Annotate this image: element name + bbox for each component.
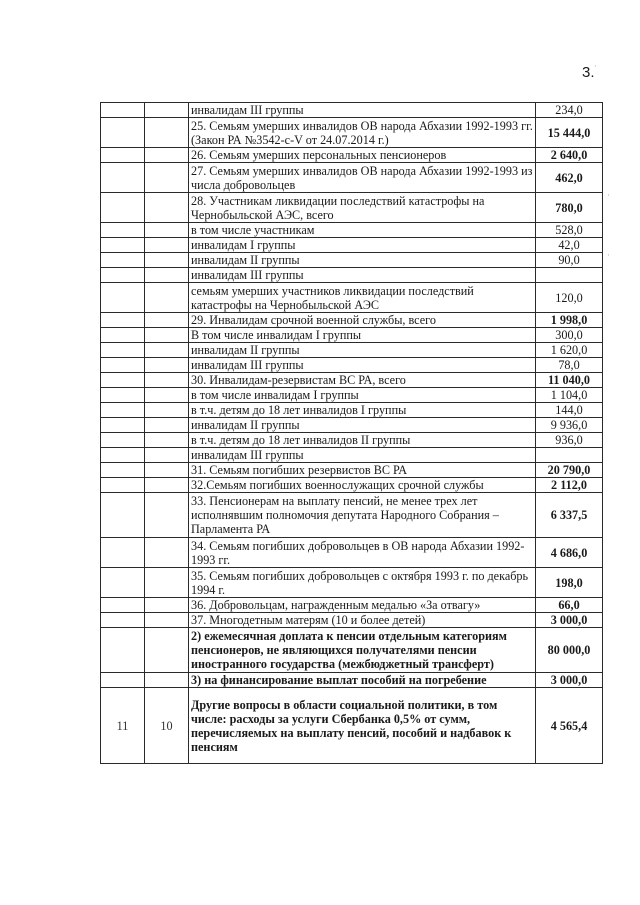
subsection-code-cell — [145, 388, 189, 403]
scan-speck: · — [607, 190, 610, 200]
section-code-cell — [101, 283, 145, 313]
item-label-cell: инвалидам I группы — [189, 238, 536, 253]
table-row — [101, 193, 603, 223]
subsection-code-cell — [145, 418, 189, 433]
item-label-cell: 3) на финансирование выплат пособий на погребение — [189, 673, 536, 688]
amount-cell — [536, 448, 603, 463]
table-row — [101, 688, 603, 764]
table-row — [101, 673, 603, 688]
section-code-cell — [101, 373, 145, 388]
table-row — [101, 268, 603, 283]
amount-cell: 15 444,0 — [536, 118, 603, 148]
amount-cell: 936,0 — [536, 433, 603, 448]
subsection-code-cell — [145, 103, 189, 118]
item-label-cell: 36. Добровольцам, награжденным медалью «За отвагу» — [189, 598, 536, 613]
section-code-cell — [101, 463, 145, 478]
subsection-code-cell — [145, 478, 189, 493]
amount-cell: 90,0 — [536, 253, 603, 268]
item-label-cell: 32.Семьям погибших военнослужащих срочной службы — [189, 478, 536, 493]
table-row — [101, 283, 603, 313]
table-row — [101, 148, 603, 163]
subsection-code-cell — [145, 343, 189, 358]
amount-cell: 4 565,4 — [536, 688, 603, 764]
item-label-cell: 2) ежемесячная доплата к пенсии отдельным категориям пенсионеров, не являющихся получателями пенсии иностранного государства (межбюджетный трансферт) — [189, 628, 536, 673]
subsection-code-cell — [145, 238, 189, 253]
page-number-text: 3. — [582, 64, 595, 81]
amount-cell: 80 000,0 — [536, 628, 603, 673]
item-label-cell: инвалидам III группы — [189, 448, 536, 463]
subsection-code-cell — [145, 328, 189, 343]
amount-cell: 3 000,0 — [536, 673, 603, 688]
subsection-code-cell — [145, 268, 189, 283]
amount-cell: 780,0 — [536, 193, 603, 223]
table-row — [101, 163, 603, 193]
subsection-code-cell — [145, 613, 189, 628]
subsection-code-cell — [145, 313, 189, 328]
table-row — [101, 538, 603, 568]
subsection-code-cell — [145, 223, 189, 238]
subsection-code-cell — [145, 463, 189, 478]
amount-cell: 2 640,0 — [536, 148, 603, 163]
item-label-cell: инвалидам III группы — [189, 358, 536, 373]
item-label-cell: 35. Семьям погибших добровольцев с октября 1993 г. по декабрь 1994 г. — [189, 568, 536, 598]
section-code-cell — [101, 253, 145, 268]
amount-cell: 20 790,0 — [536, 463, 603, 478]
section-code-cell — [101, 433, 145, 448]
subsection-code-cell — [145, 538, 189, 568]
subsection-code-cell — [145, 628, 189, 673]
amount-cell: 1 998,0 — [536, 313, 603, 328]
item-label-cell: 26. Семьям умерших персональных пенсионеров — [189, 148, 536, 163]
table-row — [101, 463, 603, 478]
table-row — [101, 253, 603, 268]
table-row — [101, 238, 603, 253]
subsection-code-cell — [145, 448, 189, 463]
table-row — [101, 628, 603, 673]
amount-cell: 234,0 — [536, 103, 603, 118]
table-row — [101, 313, 603, 328]
table-row — [101, 493, 603, 538]
amount-cell: 144,0 — [536, 403, 603, 418]
subsection-code-cell — [145, 253, 189, 268]
subsection-code-cell — [145, 493, 189, 538]
subsection-code-cell — [145, 568, 189, 598]
amount-cell: 78,0 — [536, 358, 603, 373]
subsection-code-cell — [145, 163, 189, 193]
table-row — [101, 103, 603, 118]
amount-cell: 198,0 — [536, 568, 603, 598]
table-row — [101, 403, 603, 418]
item-label-cell: инвалидам II группы — [189, 253, 536, 268]
item-label-cell: инвалидам II группы — [189, 418, 536, 433]
amount-cell: 4 686,0 — [536, 538, 603, 568]
table-row — [101, 358, 603, 373]
table-row — [101, 118, 603, 148]
subsection-code-cell — [145, 193, 189, 223]
table-row — [101, 388, 603, 403]
table-row — [101, 478, 603, 493]
item-label-cell: 29. Инвалидам срочной военной службы, всего — [189, 313, 536, 328]
item-label-cell: в т.ч. детям до 18 лет инвалидов I группы — [189, 403, 536, 418]
budget-table-body — [101, 103, 603, 764]
amount-cell: 300,0 — [536, 328, 603, 343]
table-row — [101, 343, 603, 358]
section-code-cell: 11 — [101, 688, 145, 764]
table-row — [101, 418, 603, 433]
table-row — [101, 328, 603, 343]
amount-cell: 6 337,5 — [536, 493, 603, 538]
section-code-cell — [101, 478, 145, 493]
subsection-code-cell — [145, 598, 189, 613]
table-row — [101, 598, 603, 613]
subsection-code-cell — [145, 283, 189, 313]
subsection-code-cell — [145, 358, 189, 373]
section-code-cell — [101, 103, 145, 118]
section-code-cell — [101, 673, 145, 688]
amount-cell: 528,0 — [536, 223, 603, 238]
section-code-cell — [101, 223, 145, 238]
item-label-cell: в том числе участникам — [189, 223, 536, 238]
item-label-cell: 34. Семьям погибших добровольцев в ОВ народа Абхазии 1992-1993 гг. — [189, 538, 536, 568]
item-label-cell: 31. Семьям погибших резервистов ВС РА — [189, 463, 536, 478]
subsection-code-cell: 10 — [145, 688, 189, 764]
section-code-cell — [101, 313, 145, 328]
subsection-code-cell — [145, 373, 189, 388]
budget-table — [100, 102, 603, 764]
item-label-cell: в т.ч. детям до 18 лет инвалидов II группы — [189, 433, 536, 448]
item-label-cell: Другие вопросы в области социальной политики, в том числе: расходы за услуги Сбербанка 0,5% от сумм, перечисляемых на выплату пенсий, пособий и надбавок к пенсиям — [189, 688, 536, 764]
section-code-cell — [101, 598, 145, 613]
item-label-cell: в том числе инвалидам I группы — [189, 388, 536, 403]
item-label-cell: 25. Семьям умерших инвалидов ОВ народа Абхазии 1992-1993 гг. (Закон РА №3542-с-V от 24.07.2014 г.) — [189, 118, 536, 148]
item-label-cell: 33. Пенсионерам на выплату пенсий, не менее трех лет исполнявшим полномочия депутата Народного Собрания – Парламента РА — [189, 493, 536, 538]
section-code-cell — [101, 448, 145, 463]
section-code-cell — [101, 493, 145, 538]
item-label-cell: 28. Участникам ликвидации последствий катастрофы на Чернобыльской АЭС, всего — [189, 193, 536, 223]
amount-cell: 3 000,0 — [536, 613, 603, 628]
item-label-cell: В том числе инвалидам I группы — [189, 328, 536, 343]
amount-cell: 1 104,0 — [536, 388, 603, 403]
subsection-code-cell — [145, 673, 189, 688]
section-code-cell — [101, 568, 145, 598]
amount-cell: 462,0 — [536, 163, 603, 193]
amount-cell: 1 620,0 — [536, 343, 603, 358]
scan-speck: · — [607, 250, 610, 260]
amount-cell: 11 040,0 — [536, 373, 603, 388]
section-code-cell — [101, 193, 145, 223]
table-row — [101, 223, 603, 238]
item-label-cell: 37. Многодетным матерям (10 и более детей) — [189, 613, 536, 628]
section-code-cell — [101, 268, 145, 283]
section-code-cell — [101, 238, 145, 253]
amount-cell — [536, 268, 603, 283]
item-label-cell: инвалидам III группы — [189, 103, 536, 118]
scan-mark: ′ — [594, 64, 597, 73]
page-number — [582, 64, 596, 81]
item-label-cell: инвалидам II группы — [189, 343, 536, 358]
item-label-cell: 27. Семьям умерших инвалидов ОВ народа Абхазии 1992-1993 из числа добровольцев — [189, 163, 536, 193]
amount-cell: 2 112,0 — [536, 478, 603, 493]
subsection-code-cell — [145, 403, 189, 418]
amount-cell: 66,0 — [536, 598, 603, 613]
section-code-cell — [101, 628, 145, 673]
item-label-cell: инвалидам III группы — [189, 268, 536, 283]
item-label-cell: семьям умерших участников ликвидации последствий катастрофы на Чернобыльской АЭС — [189, 283, 536, 313]
table-row — [101, 613, 603, 628]
subsection-code-cell — [145, 433, 189, 448]
table-row — [101, 568, 603, 598]
section-code-cell — [101, 118, 145, 148]
section-code-cell — [101, 418, 145, 433]
subsection-code-cell — [145, 148, 189, 163]
amount-cell: 120,0 — [536, 283, 603, 313]
amount-cell: 9 936,0 — [536, 418, 603, 433]
table-row — [101, 433, 603, 448]
section-code-cell — [101, 403, 145, 418]
section-code-cell — [101, 358, 145, 373]
section-code-cell — [101, 148, 145, 163]
section-code-cell — [101, 343, 145, 358]
section-code-cell — [101, 388, 145, 403]
table-row — [101, 373, 603, 388]
section-code-cell — [101, 163, 145, 193]
amount-cell: 42,0 — [536, 238, 603, 253]
section-code-cell — [101, 538, 145, 568]
section-code-cell — [101, 613, 145, 628]
item-label-cell: 30. Инвалидам-резервистам ВС РА, всего — [189, 373, 536, 388]
section-code-cell — [101, 328, 145, 343]
subsection-code-cell — [145, 118, 189, 148]
table-row — [101, 448, 603, 463]
